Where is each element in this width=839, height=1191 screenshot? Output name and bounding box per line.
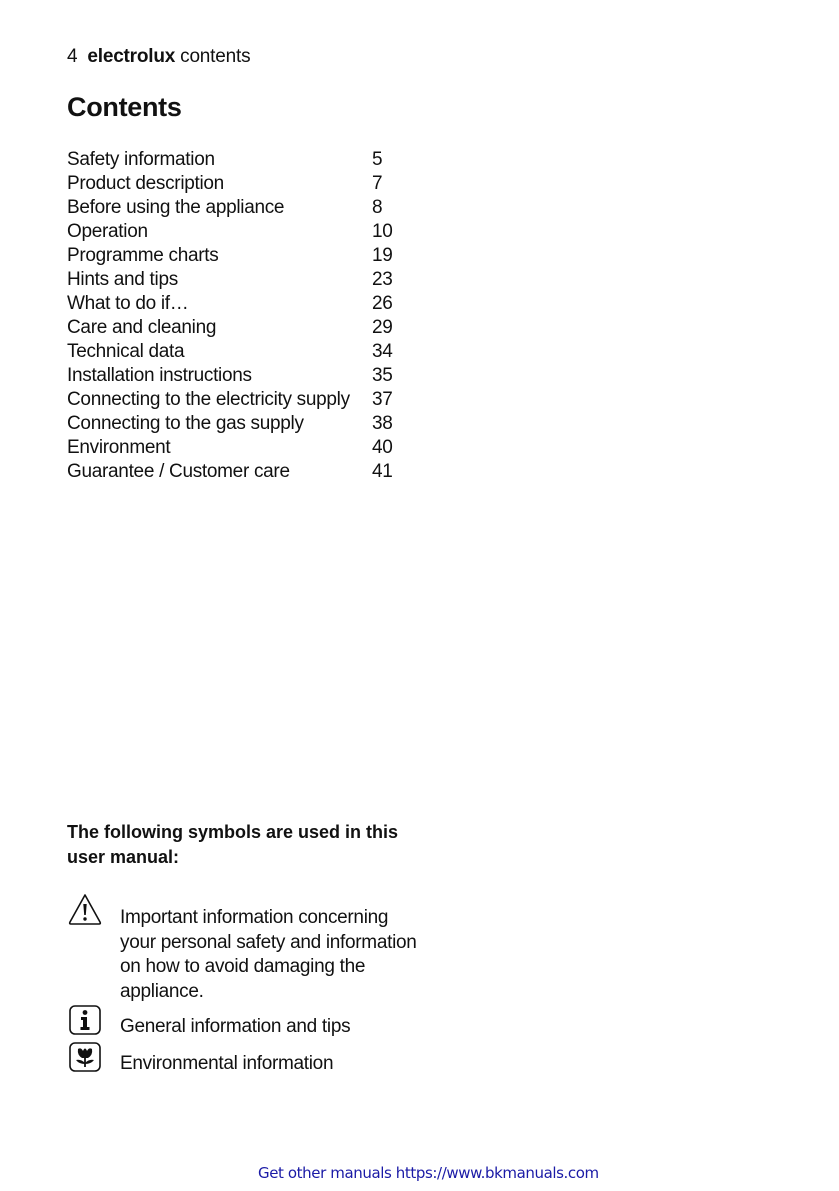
toc-entry-hints-and-tips bbox=[67, 268, 412, 292]
toc-label: Guarantee / Customer care bbox=[67, 461, 290, 482]
section-name: contents bbox=[180, 46, 251, 67]
toc-label: Environment bbox=[67, 437, 171, 458]
toc-page-number: 38 bbox=[372, 413, 393, 434]
toc-page-number: 34 bbox=[372, 341, 393, 362]
toc-page-number: 8 bbox=[372, 197, 383, 218]
toc-label: Connecting to the gas supply bbox=[67, 413, 304, 434]
toc-page-number: 40 bbox=[372, 437, 393, 458]
toc-label: Before using the appliance bbox=[67, 197, 285, 218]
toc-page-number: 26 bbox=[372, 293, 393, 314]
symbols-heading: The following symbols are used in this user manual: bbox=[67, 822, 399, 867]
toc-entry-guarantee bbox=[67, 460, 412, 484]
toc-label: Programme charts bbox=[67, 245, 219, 266]
toc-label: Safety information bbox=[67, 149, 215, 170]
toc-page-number: 41 bbox=[372, 461, 393, 482]
legend-text: Important information concerning your personal safety and information on how to avoid damaging the appliance. bbox=[120, 907, 417, 1002]
warning-triangle-icon bbox=[67, 892, 103, 926]
toc-entry-product-description bbox=[67, 172, 412, 196]
legend-text: General information and tips bbox=[120, 1016, 351, 1037]
other-manuals-link[interactable]: Get other manuals https://www.bkmanuals.com bbox=[258, 1164, 599, 1182]
page-title: Contents bbox=[67, 92, 182, 122]
toc-page-number: 5 bbox=[372, 149, 383, 170]
toc-entry-environment bbox=[67, 436, 412, 460]
toc-entry-care-and-cleaning bbox=[67, 316, 412, 340]
table-of-contents bbox=[67, 148, 412, 484]
toc-label: Product description bbox=[67, 173, 224, 194]
toc-entry-programme-charts bbox=[67, 244, 412, 268]
toc-label: Installation instructions bbox=[67, 365, 252, 386]
toc-page-number: 19 bbox=[372, 245, 393, 266]
info-icon bbox=[67, 1003, 103, 1037]
toc-page-number: 29 bbox=[372, 317, 393, 338]
toc-label: Care and cleaning bbox=[67, 317, 217, 338]
toc-page-number: 37 bbox=[372, 389, 393, 410]
toc-entry-what-to-do-if bbox=[67, 292, 412, 316]
toc-label: Operation bbox=[67, 221, 148, 242]
toc-entry-safety-information bbox=[67, 148, 412, 172]
brand-name: electrolux bbox=[87, 46, 176, 67]
toc-label: What to do if… bbox=[67, 293, 189, 314]
toc-page-number: 23 bbox=[372, 269, 393, 290]
toc-label: Technical data bbox=[67, 341, 185, 362]
toc-page-number: 7 bbox=[372, 173, 383, 194]
toc-page-number: 35 bbox=[372, 365, 393, 386]
legend-text: Environmental information bbox=[120, 1053, 334, 1074]
toc-entry-before-using bbox=[67, 196, 412, 220]
toc-entry-installation bbox=[67, 364, 412, 388]
toc-page-number: 10 bbox=[372, 221, 393, 242]
page-number: 4 bbox=[67, 46, 78, 67]
page-header bbox=[67, 46, 250, 68]
environment-flower-icon bbox=[67, 1040, 103, 1074]
toc-entry-gas-supply bbox=[67, 412, 412, 436]
toc-entry-technical-data bbox=[67, 340, 412, 364]
toc-label: Hints and tips bbox=[67, 269, 178, 290]
toc-entry-operation bbox=[67, 220, 412, 244]
toc-entry-electricity-supply bbox=[67, 388, 412, 412]
toc-label: Connecting to the electricity supply bbox=[67, 389, 350, 410]
